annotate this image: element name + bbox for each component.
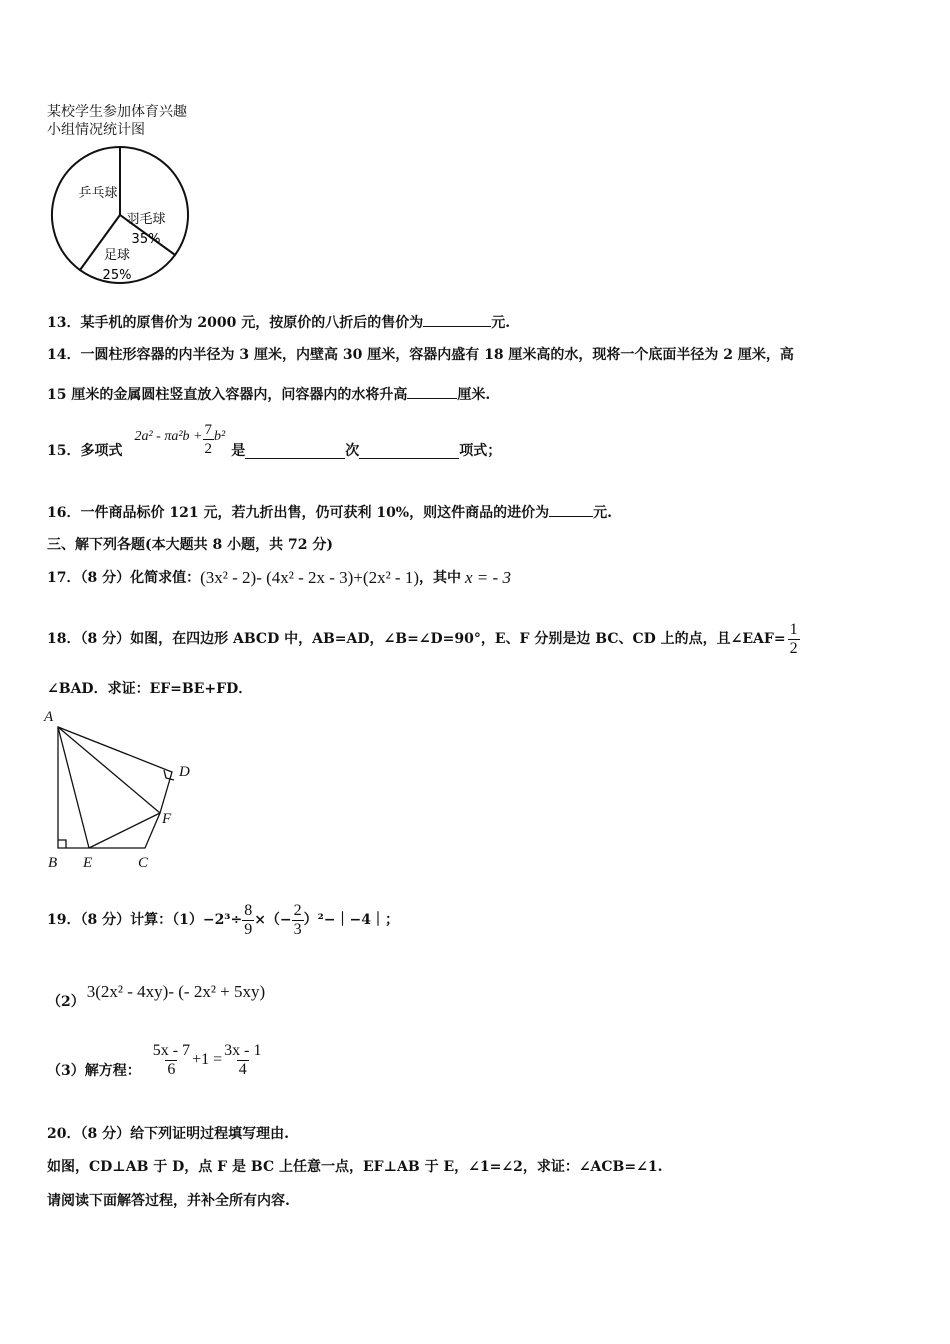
- label-b: B: [48, 855, 58, 871]
- q19-part2: [47, 980, 265, 1014]
- q17-cond: x = - 3: [465, 568, 511, 587]
- question-18: [47, 617, 800, 661]
- q14-after: 厘米.: [457, 387, 491, 403]
- q19-f1-num: 8: [244, 901, 253, 919]
- q15-prefix: 15．多项式: [47, 443, 123, 459]
- pie-value-label-1: 35%: [131, 232, 161, 247]
- q17-mid: ，其中: [419, 570, 462, 586]
- quadrilateral-outline: [58, 727, 172, 848]
- question-15: [47, 422, 501, 462]
- segment-ae: [58, 727, 89, 848]
- question-14-line2: [47, 384, 490, 404]
- segment-ef: [89, 813, 160, 848]
- q15-blank-1[interactable]: [245, 444, 345, 459]
- q15-fraction: [203, 421, 215, 458]
- q19-mid1: ×（−: [254, 912, 292, 928]
- q19-p3-left-frac: [151, 1042, 192, 1079]
- q20-line3: 请阅读下面解答过程，并补全所有内容.: [47, 1193, 290, 1209]
- pie-value-label-2: 25%: [102, 268, 132, 283]
- q19-p3-mid: +1 =: [192, 1051, 223, 1068]
- segment-af: [58, 727, 160, 813]
- q19-f1-den: 9: [244, 920, 253, 938]
- q18-frac-den: 2: [789, 639, 798, 657]
- question-19: [47, 897, 399, 943]
- chart-title-line1: 某校学生参加体育兴趣: [47, 104, 187, 120]
- q19-prefix: 19．（8 分）计算：（1）−2³÷: [47, 912, 243, 928]
- q15-mid2: 次: [345, 443, 360, 459]
- q14-line1: 14．一圆柱形容器的内半径为 3 厘米，内壁高 30 厘米，容器内盛有 18 厘米高的水，现将一个底面半径为 2 厘米，高: [47, 347, 794, 363]
- label-d: D: [179, 764, 190, 780]
- section-3-title: 三、解下列各题(本大题共 8 小题，共 72 分): [47, 537, 333, 553]
- q19-p3-label: （3）解方程：: [47, 1063, 141, 1079]
- q15-after: 项式；: [459, 443, 502, 459]
- q20-line1: 20．（8 分）给下列证明过程填写理由.: [47, 1126, 289, 1142]
- pie-label-1: 羽毛球: [126, 212, 166, 227]
- q17-expr: (3x² - 2)- (4x² - 2x - 3)+(2x² - 1): [200, 568, 420, 587]
- q19-p2-expr: 3(2x² - 4xy)- (- 2x² + 5xy): [86, 982, 266, 1001]
- question-13: [47, 312, 510, 332]
- q15-blank-2[interactable]: [359, 444, 459, 459]
- question-17: [47, 564, 511, 592]
- pie-label-0: 乒乓球: [78, 186, 118, 201]
- q19-p3-rd: 4: [238, 1060, 247, 1078]
- right-angle-b: [58, 840, 66, 848]
- q13-blank[interactable]: [423, 312, 491, 327]
- q19-frac-1: [242, 902, 254, 939]
- q19-f2-den: 3: [293, 920, 302, 938]
- q18-fraction: [788, 621, 800, 658]
- label-f: F: [162, 811, 172, 827]
- q13-after: 元.: [491, 315, 511, 331]
- q18-frac-num: 1: [789, 620, 798, 638]
- q19-p3-right-frac: [222, 1042, 263, 1079]
- quadrilateral-figure: [40, 705, 210, 875]
- q19-part3: [47, 1040, 263, 1086]
- q14-line2: 15 厘米的金属圆柱竖直放入容器内，问容器内的水将升高: [47, 387, 408, 403]
- q19-f2-num: 2: [293, 901, 302, 919]
- q15-mid1: 是: [231, 443, 246, 459]
- q16-text: 16．一件商品标价 121 元，若九折出售，仍可获利 10%，则这件商品的进价为: [47, 505, 550, 521]
- q19-p3-rn: 3x - 1: [224, 1041, 262, 1059]
- q13-text: 13．某手机的原售价为 2000 元，按原价的八折后的售价为: [47, 315, 424, 331]
- q16-blank[interactable]: [549, 502, 593, 517]
- question-16: [47, 502, 612, 522]
- q14-blank[interactable]: [407, 384, 457, 399]
- q15-poly-b: b²: [214, 429, 226, 444]
- pie-chart: [40, 140, 200, 290]
- q19-p2-label: （2）: [47, 994, 85, 1010]
- q19-p3-ld: 6: [167, 1060, 176, 1078]
- q18-line2: ∠BAD．求证：EF=BE+FD．: [47, 681, 253, 697]
- q15-poly-a: 2a² - πa²b +: [134, 429, 203, 444]
- pie-label-2: 足球: [103, 248, 131, 263]
- q15-frac-num: 7: [204, 421, 213, 438]
- q20-line2: 如图，CD⊥AB 于 D，点 F 是 BC 上任意一点，EF⊥AB 于 E，∠1=∠2，求证：∠ACB=∠1.: [47, 1159, 663, 1175]
- label-c: C: [138, 855, 149, 871]
- q16-after: 元.: [593, 505, 612, 521]
- q15-frac-den: 2: [204, 440, 213, 457]
- q19-mid2: ）²−｜−4｜；: [303, 912, 399, 928]
- q17-prefix: 17．（8 分）化简求值：: [47, 570, 201, 586]
- chart-title-line2: 小组情况统计图: [47, 122, 145, 138]
- label-a: A: [44, 709, 54, 725]
- q19-p3-ln: 5x - 7: [152, 1041, 191, 1059]
- q19-frac-2: [292, 902, 304, 939]
- q18-line1: 18．（8 分）如图，在四边形 ABCD 中，AB=AD，∠B=∠D=90°，E、F 分别是边 BC、CD 上的点，且∠EAF=: [47, 631, 786, 647]
- label-e: E: [83, 855, 93, 871]
